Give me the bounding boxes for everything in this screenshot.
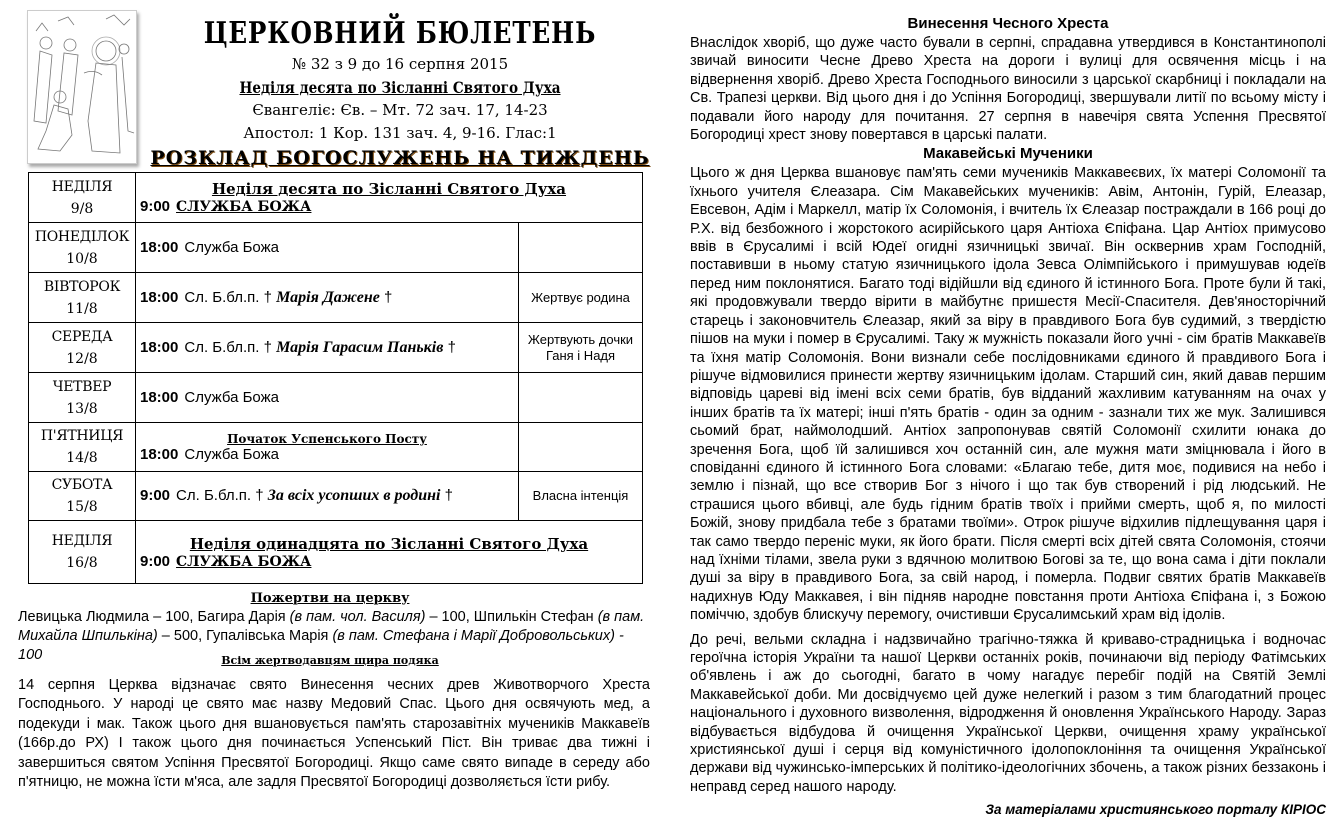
article-paragraph: Внаслідок хворіб, що дуже часто бували в серпні, спрадавна утвердився в Константинополі звичай виносити Чесне Древо Хреста на дороги і вулиці для освячення місць і на відвернення хворіб. Древо Хреста Господнього виносили з царської скарбниці і покладали на Св. Трапезі церкви. Від цього дня і до Успіння Богородиці, звершували литії по всьому місту і подавали його народу для почитання. 27 серпня в навечіря свята Успення Пресвятої Богородиці хрест знову повертався в царські палати.	[690, 35, 1326, 144]
feast-description: 14 серпня Церква відзначає свято Винесення чесних древ Животворчого Хреста Господнього. У народі це свято має назву Медовий Спас. Цього дня освячують мед, а подекуди і мак. Також цього дня вшановується пам'ять старозавітніх мучеників Маккавеїв (166р.до РХ) І також цього дня починається Успенський Піст. Він триває два тижні і завершиться святом Успіння Пресвятої Богородиці. Якщо саме свято випаде в середу або п'ятницю, не можна їсти м'яса, але задля Пресвятої Богородиці дозволяється їсти рибу.	[18, 677, 650, 791]
day-date: 11/8	[66, 300, 98, 317]
note-cell	[519, 373, 643, 423]
cross-mark: †	[444, 487, 453, 504]
liturgical-day-title: Неділя десята по Зісланні Святого Духа	[211, 180, 567, 198]
day-date: 16/8	[66, 555, 98, 571]
day-name: П'ЯТНИЦЯ	[40, 428, 124, 444]
service-time: 18:00	[140, 445, 179, 463]
day-name: ВІВТОРОК	[43, 278, 121, 295]
article-paragraph: Цього ж дня Церква вшановує пам'ять семи мучеників Маккавеєвих, їх матері Соломонії та їхнього учителя Єлеазара. Сім Макавейських мучеників: Авім, Антонін, Гурій, Елеазар, Евсевон, Адім і Маркелл, матір їх Соломонія, і вчитель їх Єлеазар постраждали в 166 році до Р.Х. від безбожного і жорстокого асирійського царя Антіоха Єпіфана. Цар Антіох примусово ввів в Єрусалимі і всій Юдеї огидні язичницькі звичаї. Він осквернив храм Господній, поставивши в ньому статую язичницького ідола Зевса Олімпійського і примушував юдеїв перед ним поклонятися. Багато тоді відійшли від єдиного й істинного Бога. Проте були й такі, які продовжували твердо вірити в майбутнє пришестя Месії-Спасителя. Дев'яносторічний старець і законовчитель Єлеазар, який за віру в правдивого Бога був судимий, з твердістю пішов на муки і помер в Єрусалимі. Таку ж мужність показали його учні - сім братів Маккавеїв та їхня матір Соломонія. Вони визнали себе послідовниками єдиного й правдивого Бога і рішуче відмовилися принести жертву язичницьким ідолам. Старший син, який давав першим відповідь цареві від імені всіх семи братів, був відданий жахливим катуванням на очах у інших братів та їх матері; інші п'ять братів - один за одним - зазнали тих же мук. Залишився сьомий брат, наймолодший. Антіох запропонував святій Соломонії схилити юнака до зречення Бога, щоб їй залишився хоч останній син, але мужня мати зміцнювала і його в сповіданні єдиного й істинного Бога словами: «Благаю тебе, дитя моє, подивися на небо і землю і пізнай, що все створив Бог з нічого і що так був створений і рід людський. Не страшися цього вбивці, але будь гідним братів твоїх і прийми смерть, щоб я, по милості Божій, знову придбала тебе з братами твоїми». Отрок рішуче відхилив підлещування царя і так само твердо переніс муки, як його брати. Після смерті всіх дітей свята Соломонія, стоячи над їхніми тілами, звела руки з вдячною молитвою Богові за те, що вона сама і діти поклали душі за віру в правдивого Бога, за свій народ, і померла. Подвиг святих братів Маккавеїв надихнув Юду Маккавея, і він підняв народне повстання проти Антіоха Єпіфана і, з Божою поміччю, здобув блискучу перемогу, очистивши Єрусалимський храм від ідолів.	[690, 165, 1326, 624]
day-cell	[29, 223, 136, 273]
left-column	[0, 0, 660, 816]
day-date: 13/8	[66, 400, 98, 417]
donor-memorial: (в пам. Стефана і Марії Добровольських) - 100	[18, 628, 624, 663]
icon-illustration-image	[27, 10, 137, 164]
service-cell	[136, 173, 643, 223]
service-time: 18:00	[140, 389, 179, 406]
donor-memorial: (в пам. Михайла Шпилькіна)	[18, 609, 645, 644]
service-time: 18:00	[140, 239, 179, 256]
article-heading-cross: Винесення Чесного Хреста	[907, 15, 1109, 32]
schedule-table	[28, 172, 643, 584]
day-name: СУБОТА	[51, 477, 113, 493]
intention-name: Марія Гарасим Паньків	[276, 338, 444, 356]
masthead-title: ЦЕРКОВНИЙ БЮЛЕТЕНЬ	[203, 16, 597, 51]
donor-text: – 100, Шпилькін Стефан	[425, 609, 598, 625]
day-cell	[29, 521, 136, 584]
table-row	[29, 423, 643, 472]
note-cell	[519, 223, 643, 273]
day-date: 14/8	[66, 450, 98, 466]
cross-mark: †	[447, 338, 456, 356]
service-name: Служба Божа	[184, 389, 279, 406]
day-name: СЕРЕДА	[51, 328, 113, 345]
cross-mark: †	[384, 288, 393, 306]
day-cell	[29, 273, 136, 323]
day-cell	[29, 323, 136, 373]
donations-title: Пожертви на церкву	[250, 591, 410, 606]
table-row	[29, 373, 643, 423]
intention-name: Марія Дажене	[276, 288, 380, 306]
service-cell	[136, 472, 519, 521]
note-cell: Власна інтенція	[519, 472, 643, 521]
donors-thanks: Всім жертводавцям щира подяка	[221, 654, 439, 667]
table-row	[29, 273, 643, 323]
donor-memorial: (в пам. чол. Василя)	[289, 609, 426, 625]
day-cell	[29, 423, 136, 472]
note-cell: Жертвують дочки Ганя і Надя	[519, 323, 643, 373]
day-date: 12/8	[66, 350, 98, 367]
day-cell	[29, 173, 136, 223]
day-cell	[29, 472, 136, 521]
service-time: 18:00	[140, 288, 179, 306]
day-name: ПОНЕДІЛОК	[34, 228, 130, 245]
liturgical-day-title: Початок Успенського Посту	[227, 431, 427, 446]
service-cell	[136, 373, 519, 423]
liturgical-day-title: Неділя одинадцята по Зісланні Святого Духа	[189, 534, 589, 553]
issue-number: № 32 з 9 до 16 серпня 2015	[291, 55, 509, 73]
source-attribution: За матеріалами християнського порталу КІРІОС	[985, 802, 1326, 817]
apostle-reading: Апостол: 1 Кор. 131 зач. 4, 9-16. Глас:1	[243, 124, 557, 142]
service-name: Служба Божа	[184, 445, 279, 463]
note-cell: Жертвує родина	[519, 273, 643, 323]
service-name: Служба Божа	[184, 239, 279, 256]
donor-text: Левицька Людмила – 100, Багира Дарія	[18, 609, 290, 625]
service-cell	[136, 521, 643, 584]
note-cell	[519, 423, 643, 472]
day-cell	[29, 373, 136, 423]
gospel-reading: Євангеліє: Єв. – Мт. 72 зач. 17, 14-23	[252, 101, 548, 119]
day-date: 9/8	[70, 200, 94, 217]
article-paragraph: До речі, вельми складна і надзвичайно трагічно-тяжка й криваво-страдницька і водночас героїчна історія України та нашої Церкви останніх років, починаючи від періоду Фатімських об'явлень і аж до сьогодні, багато в чому нагадує перебіг подій на Святій Землі Маккавейської доби. Ми досвідчуємо цей дуже нелегкий і разом з тим благодатний процес національного і духовного визволення, відродження й оновлення Українського Народу. Зараз відбувається відбудова й очищення Української Церкви, очищення храму української християнської душі і серця від комуністичного ідолопоклоніння та очищення Української держави від чужинсько-імперських й політико-ідеологічних збочень, а також різних беззаконь і неправд серед нашого народу.	[690, 631, 1326, 795]
schedule-title: РОЗКЛАД БОГОСЛУЖЕНЬ НА ТИЖДЕНЬ	[150, 147, 650, 169]
service-time: 18:00	[140, 338, 179, 356]
service-cell	[136, 273, 519, 323]
table-row	[29, 223, 643, 273]
table-row	[29, 521, 643, 584]
article-heading-maccabees: Макавейські Мученики	[923, 145, 1093, 163]
right-column	[690, 14, 1326, 817]
service-cell	[136, 423, 519, 472]
service-cell	[136, 223, 519, 273]
day-date: 15/8	[66, 499, 98, 515]
day-name: ЧЕТВЕР	[52, 378, 112, 395]
day-name: НЕДІЛЯ	[51, 533, 113, 549]
service-time: 9:00	[140, 198, 171, 215]
service-name: Сл. Б.бл.п. †	[184, 288, 272, 306]
service-name: СЛУЖБА БОЖА	[176, 553, 312, 570]
intention-name: За всіх усопших в родині	[267, 487, 441, 504]
sunday-title: Неділя десята по Зісланні Святого Духа	[239, 78, 561, 97]
table-row	[29, 472, 643, 521]
table-row	[29, 173, 643, 223]
service-name: Сл. Б.бл.п. †	[176, 487, 264, 504]
service-cell	[136, 323, 519, 373]
donor-text: – 500, Гупалівська Марія	[157, 628, 333, 644]
service-name: СЛУЖБА БОЖА	[176, 199, 312, 215]
day-name: НЕДІЛЯ	[51, 178, 113, 195]
icon-drawing-icon	[28, 11, 136, 163]
service-time: 9:00	[140, 487, 171, 504]
day-date: 10/8	[66, 250, 98, 267]
service-time: 9:00	[140, 552, 171, 570]
service-name: Сл. Б.бл.п. †	[184, 338, 272, 356]
table-row	[29, 323, 643, 373]
